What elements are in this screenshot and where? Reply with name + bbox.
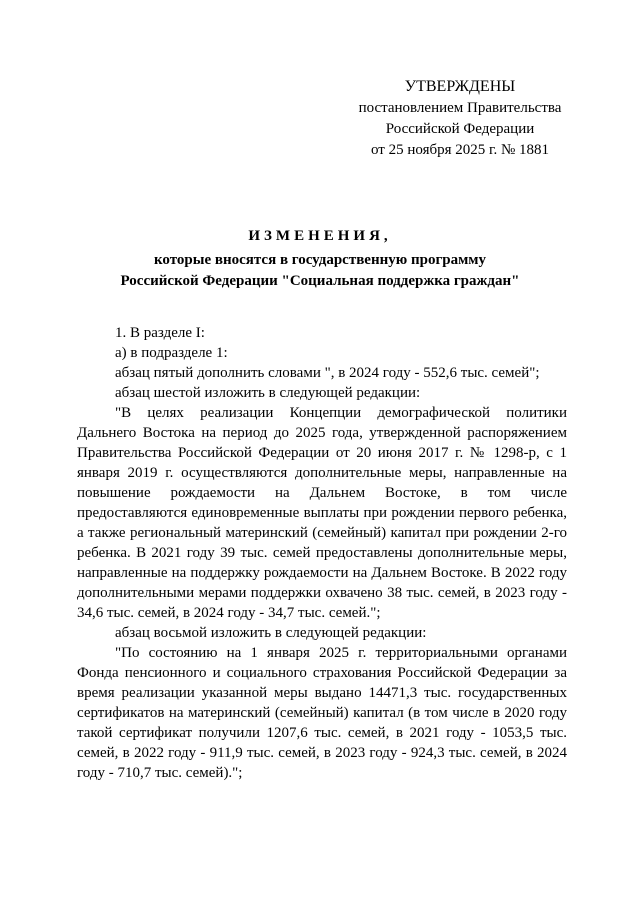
approval-stamp-block — [340, 76, 580, 161]
approval-line-1: постановлением Правительства — [358, 100, 562, 116]
paragraph-subsection-a: а) в подразделе 1: — [115, 345, 228, 361]
document-subtitle-line-2: Российской Федерации "Социальная поддержка граждан" — [120, 273, 520, 289]
paragraph-abzac-8-text: "По состоянию на 1 января 2025 г. территориальными органами Фонда пенсионного и социального страхования Российской Федерации за время реализации указанной меры выдано 14471,3 тыс. государственных сертификатов на материнский (семейный) капитал (в том числе в 2020 году такой сертификат получили 1207,6 тыс. семей, в 2021 году - 1053,5 тыс. семей, в 2022 году - 911,9 тыс. семей, в 2023 году - 924,3 тыс. семей, в 2024 году - 710,7 тыс. семей)."; — [77, 645, 567, 781]
paragraph-abzac-6-intro: абзац шестой изложить в следующей редакции: — [115, 385, 421, 401]
paragraph-abzac-5: абзац пятый дополнить словами ", в 2024 году - 552,6 тыс. семей"; — [115, 365, 540, 381]
approval-stamp: УТВЕРЖДЕНЫ — [404, 78, 516, 95]
document-body — [77, 323, 567, 783]
approval-line-3: от 25 ноября 2025 г. № 1881 — [370, 142, 550, 158]
paragraph-section-1: 1. В разделе I: — [115, 325, 205, 341]
paragraph-abzac-6-text: "В целях реализации Концепции демографической политики Дальнего Востока на период до 2025 года, утвержденной распоряжением Правительства Российской Федерации от 20 июня 2017 г. № 1298-р, с 1 января 2019 г. осуществляются дополнительные меры, направленные на повышение рождаемости на Дальнем Востоке, в том числе предоставляются единовременные выплаты при рождении первого ребенка, а также региональный материнский (семейный) капитал при рождении 2-го ребенка. В 2021 году 39 тыс. семей предоставлены дополнительные меры, направленные на поддержку рождаемости на Дальнем Востоке. В 2022 году дополнительными мерами поддержки охвачено 38 тыс. семей, в 2023 году - 34,6 тыс. семей, в 2024 году - 34,7 тыс. семей."; — [77, 405, 567, 621]
document-heading: ИЗМЕНЕНИЯ, — [248, 228, 392, 244]
approval-line-2: Российской Федерации — [385, 121, 535, 137]
document-subtitle-line-1: которые вносятся в государственную программу — [153, 252, 487, 268]
document-title-block — [60, 226, 580, 292]
paragraph-abzac-8-intro: абзац восьмой изложить в следующей редакции: — [115, 625, 427, 641]
